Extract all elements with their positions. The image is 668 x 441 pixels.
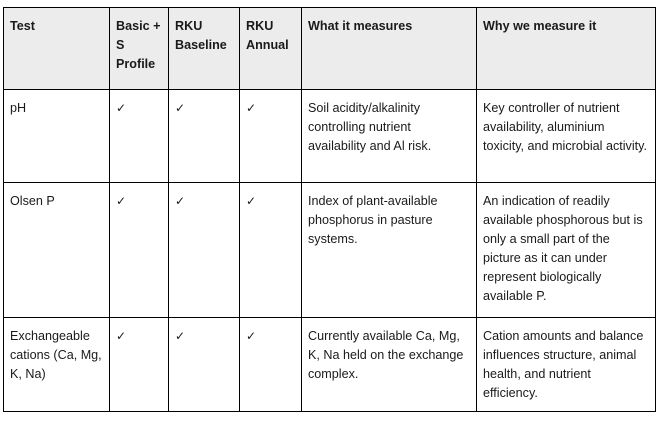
cell-rku-annual <box>240 183 302 318</box>
table-row <box>4 90 656 183</box>
cell-basic-s-profile <box>110 183 169 318</box>
header-what-it-measures: What it measures <box>302 8 477 90</box>
cell-rku-baseline <box>169 183 240 318</box>
checkmark-icon: ✓ <box>116 194 127 208</box>
cell-rku-baseline <box>169 318 240 412</box>
cell-basic-s-profile <box>110 90 169 183</box>
cell-test: Olsen P <box>4 183 110 318</box>
checkmark-icon: ✓ <box>116 101 127 115</box>
cell-why-we-measure-it: An indication of readily available phosphorous but is only a small part of the picture as it can under represent biologically available P. <box>477 183 656 318</box>
table-row <box>4 183 656 318</box>
cell-test: pH <box>4 90 110 183</box>
checkmark-icon: ✓ <box>175 194 186 208</box>
checkmark-icon: ✓ <box>175 329 186 343</box>
checkmark-icon: ✓ <box>246 101 257 115</box>
cell-why-we-measure-it: Key controller of nutrient availability, aluminium toxicity, and microbial activity. <box>477 90 656 183</box>
cell-rku-annual <box>240 318 302 412</box>
cell-what-it-measures: Currently available Ca, Mg, K, Na held on the exchange complex. <box>302 318 477 412</box>
checkmark-icon: ✓ <box>246 329 257 343</box>
soil-test-table <box>3 7 656 412</box>
table-header-row <box>4 8 656 90</box>
header-rku-baseline: RKU Baseline <box>169 8 240 90</box>
checkmark-icon: ✓ <box>116 329 127 343</box>
checkmark-icon: ✓ <box>175 101 186 115</box>
header-rku-annual: RKU Annual <box>240 8 302 90</box>
cell-why-we-measure-it: Cation amounts and balance influences structure, animal health, and nutrient efficiency. <box>477 318 656 412</box>
cell-rku-annual <box>240 90 302 183</box>
table-row <box>4 318 656 412</box>
cell-basic-s-profile <box>110 318 169 412</box>
header-basic-s-profile: Basic + S Profile <box>110 8 169 90</box>
header-why-we-measure-it: Why we measure it <box>477 8 656 90</box>
cell-test: Exchangeable cations (Ca, Mg, K, Na) <box>4 318 110 412</box>
cell-what-it-measures: Index of plant-available phosphorus in pasture systems. <box>302 183 477 318</box>
checkmark-icon: ✓ <box>246 194 257 208</box>
cell-rku-baseline <box>169 90 240 183</box>
header-test: Test <box>4 8 110 90</box>
cell-what-it-measures: Soil acidity/alkalinity controlling nutrient availability and Al risk. <box>302 90 477 183</box>
